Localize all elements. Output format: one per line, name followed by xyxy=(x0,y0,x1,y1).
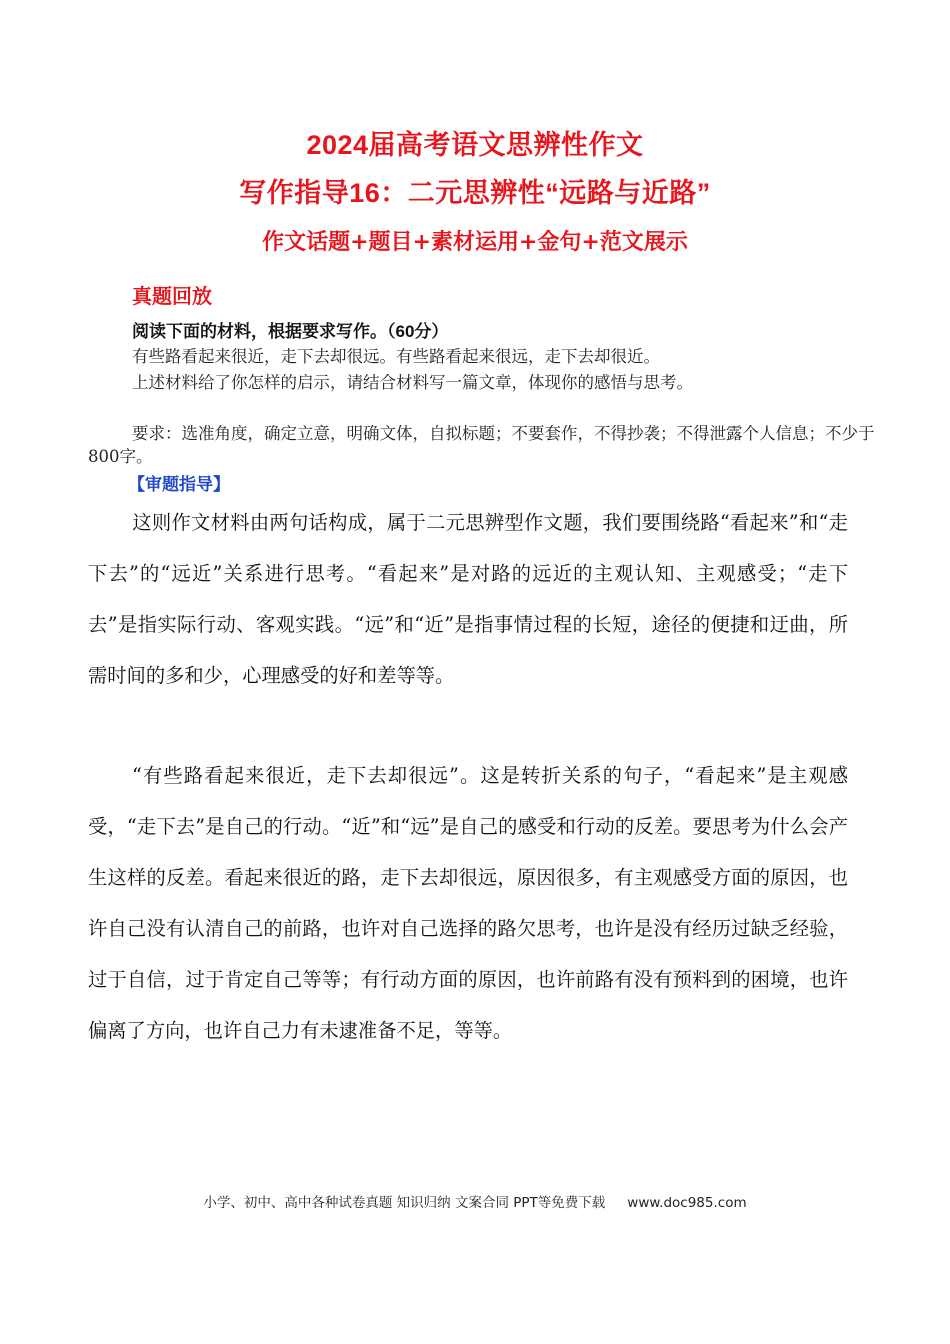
guide-paragraph xyxy=(88,750,848,1056)
material-text: 要求：选准角度，确定立意，明确文体，自拟标题；不要套作，不得抄袭；不得泄露个人信息；不少于800字。 xyxy=(88,424,875,466)
doc-topic-line: 作文话题+题目+素材运用+金句+范文展示 xyxy=(262,229,688,255)
doc-subtitle: 写作指导16：二元思辨性“远路与近路” xyxy=(239,178,711,208)
footer-text: 小学、初中、高中各种试卷真题 知识归纳 文案合同 PPT等免费下载 xyxy=(203,1195,606,1211)
guide-heading: 【审题指导】 xyxy=(128,475,230,494)
material-text: 上述材料给了你怎样的启示，请结合材料写一篇文章，体现你的感悟与思考。 xyxy=(132,373,693,392)
guide-paragraph xyxy=(88,497,848,701)
guide-paragraph-text: “有些路看起来很近，走下去却很远”。这是转折关系的句子，“看起来”是主观感受，“走下去”是自己的行动。“近”和“远”是自己的感受和行动的反差。要思考为什么会产生这样的反差。看起来很近的路，走下去却很远，原因很多，有主观感受方面的原因，也许自己没有认清自己的前路，也许对自己选择的路欠思考，也许是没有经历过缺乏经验，过于自信，过于肯定自己等等；有行动方面的原因，也许前路有没有预料到的困境，也许偏离了方向，也许自己力有未逮准备不足，等等。 xyxy=(88,764,848,1042)
footer-link[interactable]: www.doc985.com xyxy=(627,1195,747,1211)
material-line xyxy=(88,422,878,468)
material-text: 有些路看起来很近，走下去却很远。有些路看起来很远，走下去却很近。 xyxy=(132,347,660,366)
material-line xyxy=(88,345,878,368)
doc-title: 2024届高考语文思辨性作文 xyxy=(306,130,644,160)
page-footer xyxy=(0,1191,950,1211)
writing-prompt: 阅读下面的材料，根据要求写作。（60分） xyxy=(132,322,449,341)
guide-paragraph-text: 这则作文材料由两句话构成，属于二元思辨型作文题，我们要围绕路“看起来”和“走下去”的“远近”关系进行思考。“看起来”是对路的远近的主观认知、主观感受；“走下去”是指实际行动、客观实践。“远”和“近”是指事情过程的长短，途径的便捷和迂曲，所需时间的多和少，心理感受的好和差等等。 xyxy=(88,511,848,687)
material-line xyxy=(88,371,878,394)
section-heading: 真题回放 xyxy=(132,286,212,308)
